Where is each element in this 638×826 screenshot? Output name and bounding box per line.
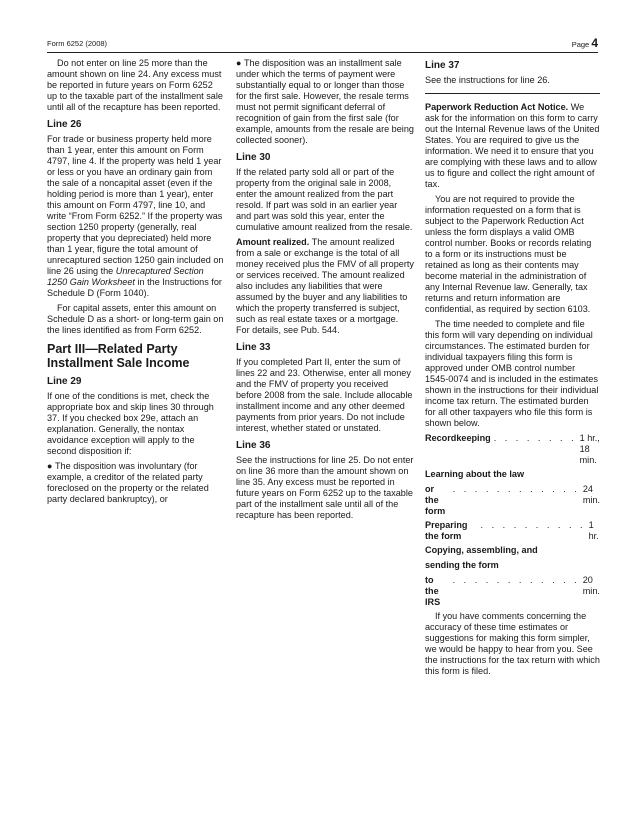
paragraph: For capital assets, enter this amount on Schedule D as a short- or long-term gain on the lines identified as from Form 6252. xyxy=(47,303,224,335)
paragraph: Do not enter on line 25 more than the amount shown on line 24. Any excess must be reported in future years on Form 6252 up to the taxable part of the installment sale until all of the recapture has been reported. xyxy=(47,58,223,112)
paragraph: See the instructions for line 25. Do not enter on line 36 more than the amount shown on line 35. Any excess must be reported in future years on Form 6252 up to the taxable part of the installment sale until all of the recapture has been reported. xyxy=(236,455,414,520)
bullet-icon: ● xyxy=(47,461,53,471)
bullet-icon: ● xyxy=(236,58,242,68)
paragraph: Amount realized. The amount realized from a sale or exchange is the total of all money received plus the FMV of all property or services received. The amount realized also includes any liabilities that were assumed by the buyer and any liabilities to which the property transferred is subject, such as real estate taxes or a mortgage. For details, see Pub. 544. xyxy=(236,237,414,335)
page-number: Page 4 xyxy=(571,36,598,50)
paragraph: If you have comments concerning the accuracy of these time estimates or suggestions for making this form simpler, we would be happy to hear from you. See the instructions for the tax return with which this form is filed. xyxy=(425,611,600,676)
form-id: Form 6252 (2008) xyxy=(47,39,108,48)
time-label: sending the form xyxy=(425,560,499,570)
bullet-item: ● The disposition was an installment sale under which the terms of payment were substantially equal to or longer than those for the first sale. However, the resale terms must not permit significant deferral of recognition of gain from the first sale (for example, amounts from the resale are being collected sooner). xyxy=(236,58,414,145)
header-rule xyxy=(47,52,598,53)
heading-line-26: Line 26 xyxy=(47,119,82,130)
time-row-copying: to the IRS . . . . . . . . . . . . 20 min. xyxy=(425,575,600,607)
dot-leader: . . . . . . . . xyxy=(493,433,577,443)
heading-line-37: Line 37 xyxy=(425,60,460,71)
paragraph: For trade or business property held more than 1 year, enter this amount on Form 4797, line 4. If the property was held 1 year or less or you have an ordinary gain from the sale of a noncapital asset (even if the holding period is more than 1 year), enter this amount on Form 4797, line 10, and write “From Form 6252.” If the property was section 1250 property (generally, real property that you depreciated) held more than 1 year, figure the total amount of unrecaptured section 1250 gain included on line 26 using the Unrecaptured Section 1250 Gain Worksheet in the Instructions for Schedule D (Form 1040). xyxy=(47,134,224,298)
time-label: Learning about the law xyxy=(425,469,525,479)
heading-line-30: Line 30 xyxy=(236,152,271,163)
time-label: Copying, assembling, and xyxy=(425,545,538,555)
column-3 xyxy=(425,58,600,681)
section-rule xyxy=(425,93,600,94)
heading-line-29: Line 29 xyxy=(47,376,82,387)
page-header xyxy=(47,36,598,52)
time-row-recordkeeping: Recordkeeping . . . . . . . . 1 hr., 18 min. xyxy=(425,433,600,465)
heading-line-36: Line 36 xyxy=(236,440,271,451)
heading-line-33: Line 33 xyxy=(236,342,271,353)
heading-part-3: Part III—Related Party Installment Sale Income xyxy=(47,342,190,370)
paragraph: Paperwork Reduction Act Notice. We ask for the information on this form to carry out the Internal Revenue laws of the United States. You are required to give us the information. We need it to ensure that you are complying with these laws and to allow us to figure and collect the right amount of tax. xyxy=(425,102,600,189)
column-1 xyxy=(47,58,225,509)
paragraph: The time needed to complete and file this form will vary depending on individual circumstances. The estimated burden for individual taxpayers filing this form is approved under OMB control number 1545-0074 and is included in the estimates shown in the instructions for their individual income tax return. The estimated burden for all other taxpayers who file this form is shown below. xyxy=(425,319,599,428)
paragraph: If one of the conditions is met, check the appropriate box and skip lines 30 through 37. If you checked box 29e, attach an explanation. Generally, the nontax avoidance exception will apply to the second disposition if: xyxy=(47,391,214,456)
paragraph: You are not required to provide the information requested on a form that is subject to the Paperwork Reduction Act unless the form displays a valid OMB control number. Books or records relating to a form or its instructions must be retained as long as their contents may become material in the administration of any Internal Revenue law. Generally, tax returns and return information are confidential, as required by section 6103. xyxy=(425,194,592,314)
dot-leader: . . . . . . . . . . xyxy=(480,520,586,530)
column-2 xyxy=(236,58,414,525)
bullet-item: ● The disposition was involuntary (for example, a creditor of the related party foreclosed on the property or the related party declared bankruptcy), or xyxy=(47,461,209,504)
dot-leader: . . . . . . . . . . . . xyxy=(452,484,580,494)
paragraph: See the instructions for line 26. xyxy=(425,75,550,85)
paragraph: If the related party sold all or part of the property from the original sale in 2008, enter the amount realized from the part resold. If part was sold in an earlier year and part was sold this year, enter the cumulative amount realized from the resale. xyxy=(236,167,413,232)
time-row-learning: or the form . . . . . . . . . . . . 24 min. xyxy=(425,484,601,516)
paragraph: If you completed Part II, enter the sum of lines 22 and 23. Otherwise, enter all money and the FMV of property you received before 2008 from the sale. Include allocable installment income and any other deemed payments from prior years. Do not include interest, whether stated or unstated. xyxy=(236,357,413,433)
dot-leader: . . . . . . . . . . . . xyxy=(452,575,580,585)
time-row-preparing: Preparing the form . . . . . . . . . . 1 hr. xyxy=(425,520,599,541)
